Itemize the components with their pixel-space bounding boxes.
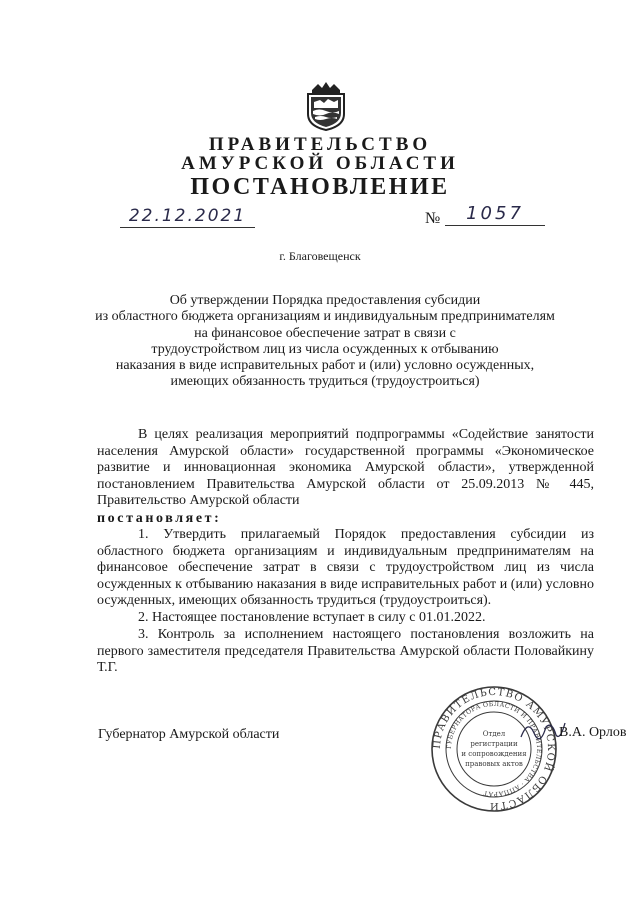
title-line: имеющих обязанность трудиться (трудоустроиться) — [170, 374, 480, 390]
city-line: г. Благовещенск — [279, 249, 361, 263]
document-date: 22.12.2021 — [120, 205, 255, 228]
document-type: ПОСТАНОВЛЕНИЕ — [190, 174, 450, 200]
title-line: из областного бюджета организациям и индивидуальным предпринимателям — [95, 309, 555, 325]
signatory-title: Губернатор Амурской области — [98, 727, 280, 742]
signatory-name: В.А. Орлов — [559, 725, 627, 740]
title-line: Об утверждении Порядка предоставления субсидии — [169, 293, 481, 308]
title-line: на финансовое обеспечение затрат в связи с — [194, 325, 456, 341]
number-label: № — [425, 210, 441, 227]
resolve-word: постановляет: — [97, 511, 222, 526]
seal-center-line: регистрации — [470, 740, 518, 748]
resolution-item-2: 2. Настоящее постановление вступает в силу с 01.01.2022. — [138, 610, 486, 625]
document-number: 1057 — [445, 203, 545, 226]
official-seal-stamp — [430, 685, 558, 813]
government-name-line1: ПРАВИТЕЛЬСТВО — [208, 134, 432, 155]
seal-ring-text: ГУБЕРНАТОРА ОБЛАСТИ И ПРАВИТЕЛЬСТВА · АППАРАТ — [445, 700, 543, 798]
seal-center-line: и сопровождения — [461, 750, 527, 758]
seal-center-line: правовых актов — [465, 760, 523, 768]
document-title — [90, 293, 560, 391]
seal-center-line: Отдел — [482, 730, 506, 738]
title-line: трудоустройством лиц из числа осужденных к отбыванию — [151, 341, 499, 357]
title-line: наказания в виде исправительных работ и (или) условно осужденных, — [115, 358, 535, 374]
resolution-item-1: 1. Утвердить прилагаемый Порядок предоставления субсидии из областного бюджета организациям и индивидуальным предпринимателям на финансовое обеспечение затрат в связи с трудоустройством лиц из числа осужденных к отбыванию наказания в виде исправительных работ и (или) условно осужденных, имеющих обязанность трудиться (трудоустроиться). — [97, 527, 594, 609]
seal-outer-text: ПРАВИТЕЛЬСТВО АМУРСКОЙ ОБЛАСТИ — [431, 686, 557, 812]
preamble-paragraph: В целях реализация мероприятий подпрограммы «Содействие занятости населения Амурской области» государственной программы «Экономическое развитие и инновационная экономика Амурской области», утвержденной постановлением Правительства Амурской области от 25.09.2013 № 445, Правительство Амурской области — [97, 427, 594, 509]
government-name-line2: АМУРСКОЙ ОБЛАСТИ — [181, 153, 459, 174]
resolution-item-3: 3. Контроль за исполнением настоящего постановления возложить на первого заместителя председателя Правительства Амурской области Половайкину Т.Г. — [97, 627, 594, 676]
amur-oblast-coat-of-arms-icon — [304, 80, 348, 132]
